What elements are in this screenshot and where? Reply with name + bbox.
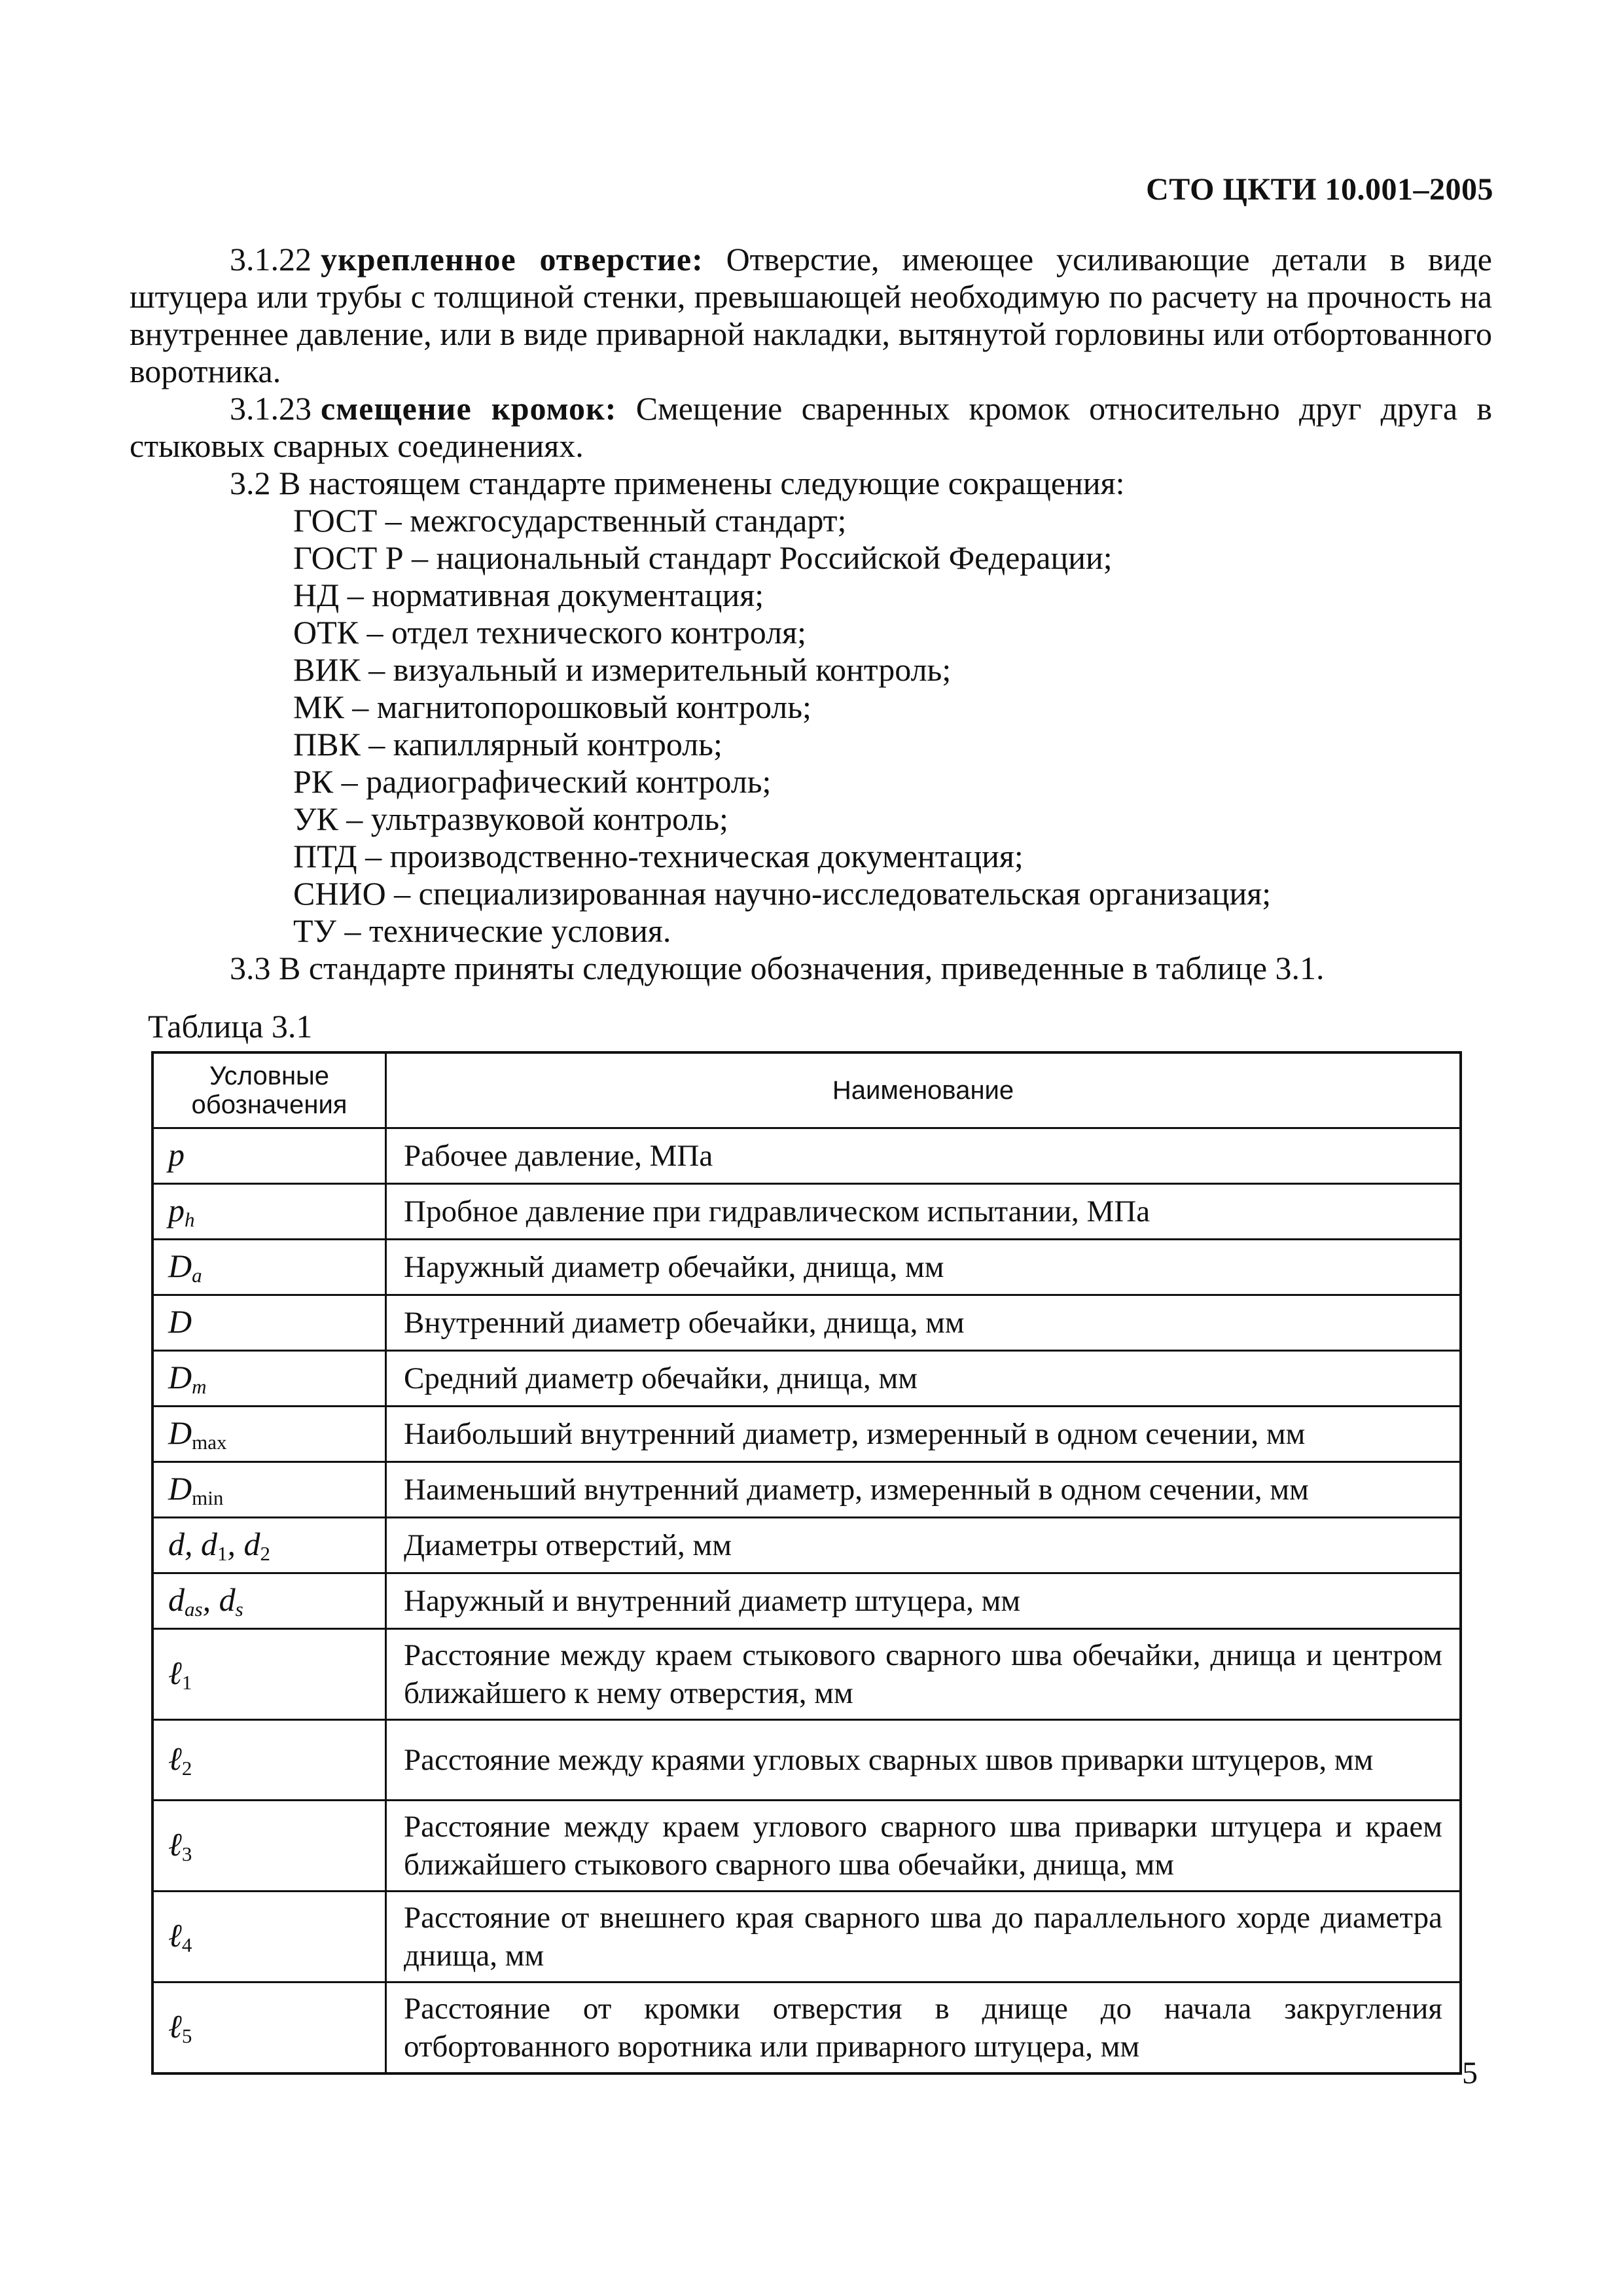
description-cell: Средний диаметр обечайки, днища, мм xyxy=(386,1351,1461,1407)
description-cell: Наружный и внутренний диаметр штуцера, мм xyxy=(386,1573,1461,1629)
symbols-table xyxy=(151,1051,1462,2075)
table-row xyxy=(152,1892,1461,1982)
table-row xyxy=(152,1351,1461,1407)
abbreviation-item: ТУ – технические условия. xyxy=(293,912,671,949)
symbol-cell: d, $d_1$, $d_2$ xyxy=(152,1518,386,1573)
abbreviation-list xyxy=(130,502,1492,950)
term: смещение кромок: xyxy=(321,390,617,427)
abbreviation-item: НД – нормативная документация; xyxy=(293,577,764,613)
table-row xyxy=(152,1462,1461,1518)
description-cell: Внутренний диаметр обечайки, днища, мм xyxy=(386,1295,1461,1351)
symbol-cell: ℓ$_5$ xyxy=(152,1982,386,2074)
abbreviation-item: ПВК – капиллярный контроль; xyxy=(293,726,722,762)
symbol-cell: ℓ$_4$ xyxy=(152,1892,386,1982)
description-cell: Расстояние между краями угловых сварных швов приварки штуцеров, мм xyxy=(386,1720,1461,1801)
abbreviation-item: УК – ультразвуковой контроль; xyxy=(293,800,728,837)
paragraph-3-3: 3.3 В стандарте приняты следующие обозначения, приведенные в таблице 3.1. xyxy=(230,950,1325,986)
page-number: 5 xyxy=(1462,2056,1478,2090)
abbreviation-item: МК – магнитопорошковый контроль; xyxy=(293,689,812,725)
table-row xyxy=(152,1240,1461,1295)
paragraph-3-1-23 xyxy=(130,390,1492,465)
symbol-cell: $D_{max}$ xyxy=(152,1407,386,1462)
paragraph-3-1-22 xyxy=(130,241,1492,390)
table-row xyxy=(152,1184,1461,1240)
description-cell: Диаметры отверстий, мм xyxy=(386,1518,1461,1573)
abbreviation-item: СНИО – специализированная научно-исследовательская организация; xyxy=(293,875,1272,912)
description-cell: Наружный диаметр обечайки, днища, мм xyxy=(386,1240,1461,1295)
table-row xyxy=(152,1518,1461,1573)
table-row xyxy=(152,1407,1461,1462)
table-header-row xyxy=(152,1052,1461,1128)
table-row xyxy=(152,1720,1461,1801)
document-code-header: СТО ЦКТИ 10.001–2005 xyxy=(1146,172,1493,207)
description-cell: Наименьший внутренний диаметр, измеренный в одном сечении, мм xyxy=(386,1462,1461,1518)
body-text xyxy=(130,241,1492,987)
table-row xyxy=(152,1982,1461,2074)
abbreviation-item: РК – радиографический контроль; xyxy=(293,763,772,800)
table-row xyxy=(152,1573,1461,1629)
symbol-cell: ℓ$_2$ xyxy=(152,1720,386,1801)
abbreviation-item: ПТД – производственно-техническая документация; xyxy=(293,838,1024,874)
symbol-cell: $D_a$ xyxy=(152,1240,386,1295)
description-cell: Расстояние между краем стыкового сварного шва обечайки, днища и центром ближайшего к нему отверстия, мм xyxy=(386,1629,1461,1720)
table-row xyxy=(152,1128,1461,1184)
description-cell: Рабочее давление, МПа xyxy=(386,1128,1461,1184)
symbol-cell: $p_h$ xyxy=(152,1184,386,1240)
column-header-name: Наименование xyxy=(386,1052,1461,1128)
definition-text: Отверстие, имеющее усиливающие детали в виде штуцера или трубы с толщиной стенки, превышающей необходимую по расчету на прочность на внутреннее давление, или в виде приварной накладки, вытянутой горловины или отбортованного воротника. xyxy=(130,241,1492,389)
description-cell: Расстояние от кромки отверстия в днище до начала закругления отбортованного воротника или приварного штуцера, мм xyxy=(386,1982,1461,2074)
table-row xyxy=(152,1629,1461,1720)
description-cell: Пробное давление при гидравлическом испытании, МПа xyxy=(386,1184,1461,1240)
term: укрепленное отверстие: xyxy=(321,241,704,278)
symbol-cell: $d_{as}$, $d_s$ xyxy=(152,1573,386,1629)
abbreviation-item: ВИК – визуальный и измерительный контроль; xyxy=(293,651,952,688)
table-row xyxy=(152,1801,1461,1892)
column-header-symbol: Условные обозначения xyxy=(152,1052,386,1128)
table-row xyxy=(152,1295,1461,1351)
symbol-cell: $D_{min}$ xyxy=(152,1462,386,1518)
symbol-cell: D xyxy=(152,1295,386,1351)
description-cell: Расстояние от внешнего края сварного шва до параллельного хорде диаметра днища, мм xyxy=(386,1892,1461,1982)
abbreviation-item: ГОСТ Р – национальный стандарт Российской Федерации; xyxy=(293,539,1113,576)
clause-number: 3.1.23 xyxy=(230,390,312,427)
description-cell: Расстояние между краем углового сварного шва приварки штуцера и краем ближайшего стыкового сварного шва обечайки, днища, мм xyxy=(386,1801,1461,1892)
abbreviation-item: ОТК – отдел технического контроля; xyxy=(293,614,806,651)
definition-text: Смещение сваренных кромок относительно друг друга в стыковых сварных соединениях. xyxy=(130,390,1492,464)
symbol-cell: $D_m$ xyxy=(152,1351,386,1407)
symbol-cell: ℓ$_3$ xyxy=(152,1801,386,1892)
clause-number: 3.1.22 xyxy=(230,241,312,278)
symbol-cell: p xyxy=(152,1128,386,1184)
table-caption: Таблица 3.1 xyxy=(148,1008,313,1045)
abbreviation-item: ГОСТ – межгосударственный стандарт; xyxy=(293,502,847,539)
paragraph-3-2: 3.2 В настоящем стандарте применены следующие сокращения: xyxy=(230,465,1125,501)
description-cell: Наибольший внутренний диаметр, измеренный в одном сечении, мм xyxy=(386,1407,1461,1462)
symbol-cell: ℓ$_1$ xyxy=(152,1629,386,1720)
